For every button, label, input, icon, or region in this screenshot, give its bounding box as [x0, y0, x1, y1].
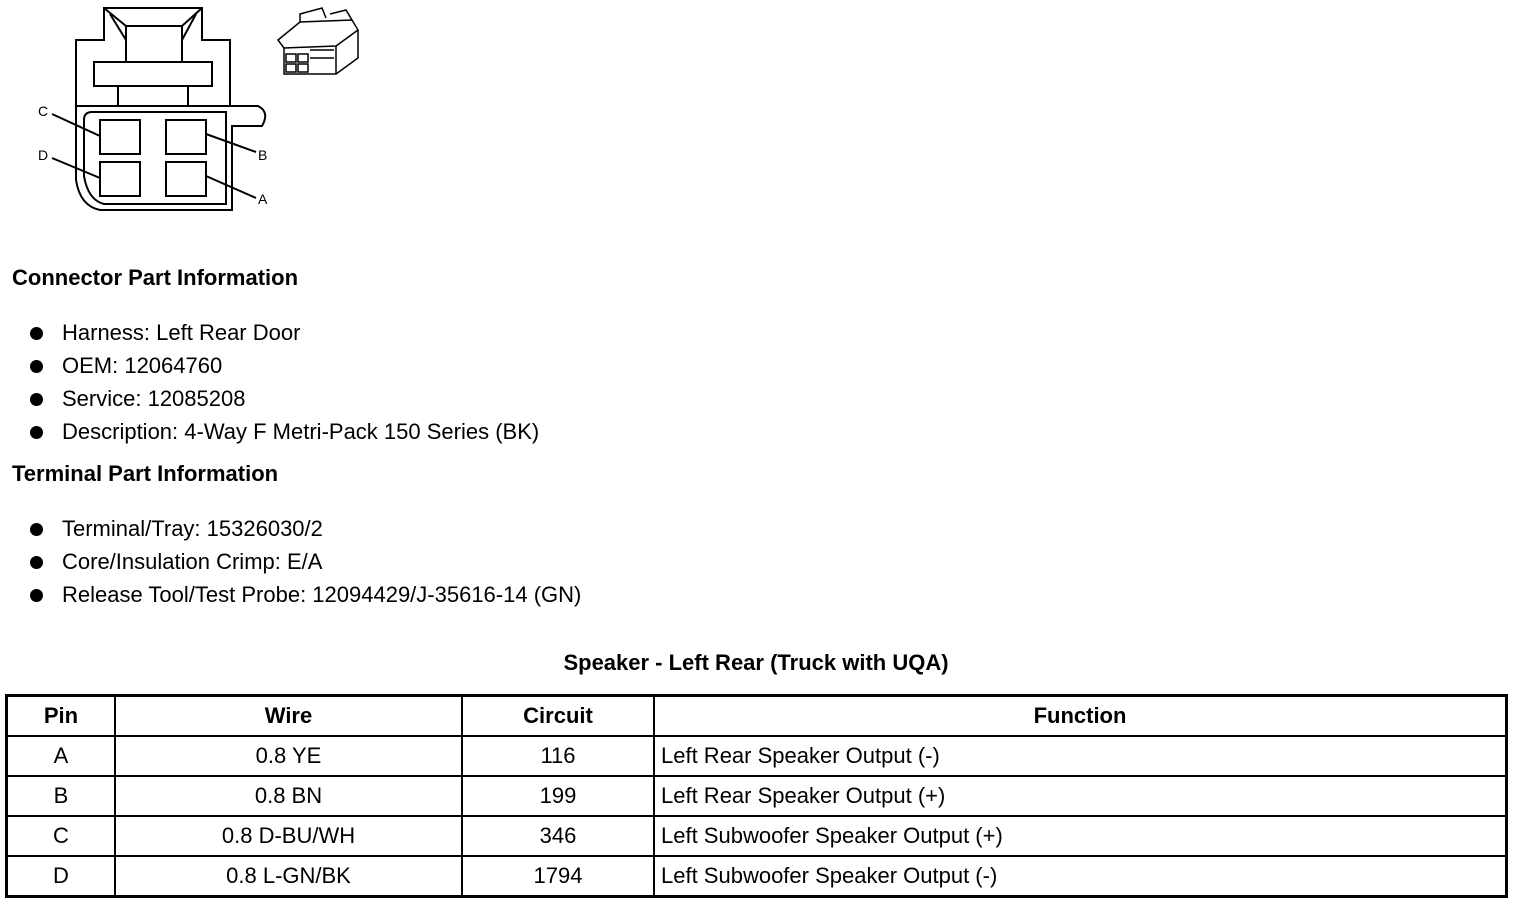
pin-label-b: B	[258, 147, 268, 163]
pin-label-c: C	[38, 103, 49, 119]
connector-thumbnail	[278, 8, 358, 74]
cell-circuit: 116	[462, 736, 654, 776]
connector-info-heading: Connector Part Information	[12, 265, 299, 290]
cell-function: Left Subwoofer Speaker Output (+)	[654, 816, 1507, 856]
cell-wire: 0.8 YE	[115, 736, 462, 776]
connector-body	[76, 106, 268, 210]
pin-label-d: D	[38, 147, 49, 163]
cell-circuit: 346	[462, 816, 654, 856]
list-item-text: OEM: 12064760	[62, 353, 223, 378]
pin-table-title: Speaker - Left Rear (Truck with UQA)	[563, 650, 949, 675]
cavity-a	[166, 162, 206, 196]
bullet-icon	[30, 393, 43, 406]
bullet-icon	[30, 589, 43, 602]
bullet-icon	[30, 556, 43, 569]
table-row	[7, 856, 1507, 897]
list-item-text: Harness: Left Rear Door	[62, 320, 301, 345]
list-item	[26, 385, 539, 418]
connector-latch	[76, 8, 230, 106]
cell-wire: 0.8 D-BU/WH	[115, 816, 462, 856]
list-item-text: Core/Insulation Crimp: E/A	[62, 549, 323, 574]
terminal-info-list	[26, 515, 581, 614]
list-item	[26, 515, 581, 548]
terminal-info-heading: Terminal Part Information	[12, 461, 279, 486]
header-pin: Pin	[7, 696, 116, 737]
cell-circuit: 199	[462, 776, 654, 816]
list-item	[26, 581, 581, 614]
header-wire: Wire	[115, 696, 462, 737]
header-circuit: Circuit	[462, 696, 654, 737]
cell-pin: D	[7, 856, 116, 897]
cavity-c	[100, 120, 140, 154]
bullet-icon	[30, 360, 43, 373]
list-item-text: Service: 12085208	[62, 386, 246, 411]
list-item-text: Terminal/Tray: 15326030/2	[62, 516, 323, 541]
table-row	[7, 736, 1507, 776]
list-item	[26, 418, 539, 451]
list-item	[26, 548, 581, 581]
cell-pin: C	[7, 816, 116, 856]
connector-face-diagram	[0, 0, 380, 220]
cell-function: Left Subwoofer Speaker Output (-)	[654, 856, 1507, 897]
cell-wire: 0.8 L-GN/BK	[115, 856, 462, 897]
bullet-icon	[30, 426, 43, 439]
list-item	[26, 352, 539, 385]
cell-wire: 0.8 BN	[115, 776, 462, 816]
cell-function: Left Rear Speaker Output (+)	[654, 776, 1507, 816]
cell-circuit: 1794	[462, 856, 654, 897]
list-item	[26, 319, 539, 352]
cavity-d	[100, 162, 140, 196]
connector-info-list	[26, 319, 539, 451]
table-row	[7, 816, 1507, 856]
bullet-icon	[30, 327, 43, 340]
list-item-text: Release Tool/Test Probe: 12094429/J-35616-14 (GN)	[62, 582, 582, 607]
table-header-row	[7, 696, 1507, 737]
pin-table	[5, 694, 1508, 898]
cell-function: Left Rear Speaker Output (-)	[654, 736, 1507, 776]
header-function: Function	[654, 696, 1507, 737]
cell-pin: A	[7, 736, 116, 776]
table-row	[7, 776, 1507, 816]
cavity-b	[166, 120, 206, 154]
bullet-icon	[30, 523, 43, 536]
pin-label-a: A	[258, 191, 268, 207]
list-item-text: Description: 4-Way F Metri-Pack 150 Series (BK)	[62, 419, 540, 444]
cell-pin: B	[7, 776, 116, 816]
